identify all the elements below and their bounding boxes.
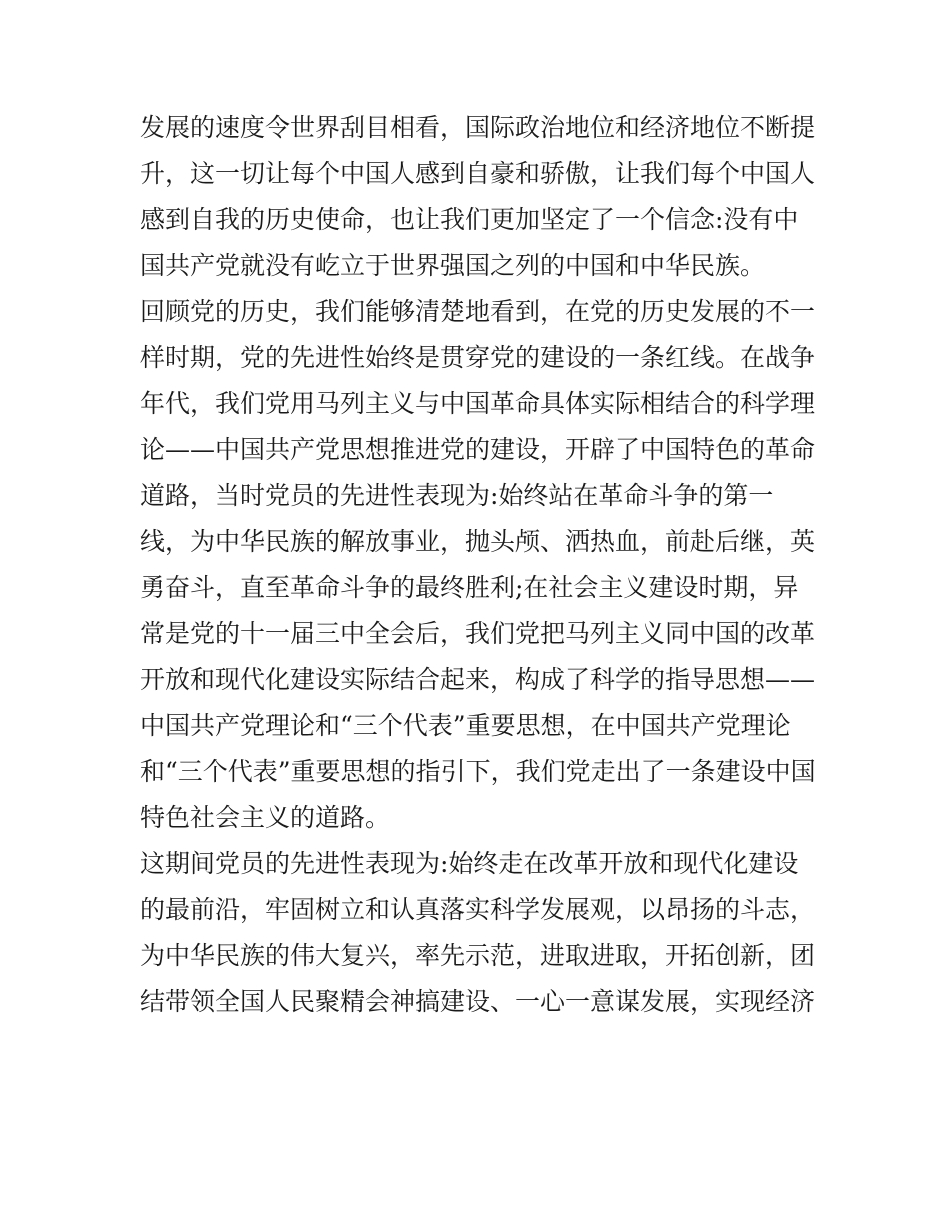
- text-line: 论——中国共产党思想推进党的建设，开辟了中国特色的革命: [140, 435, 816, 464]
- text-line: 回顾党的历史，我们能够清楚地看到，在党的历史发展的不一: [140, 297, 816, 326]
- text-line: 发展的速度令世界刮目相看，国际政治地位和经济地位不断提: [140, 113, 816, 142]
- text-line: 国共产党就没有屹立于世界强国之列的中国和中华民族。: [140, 251, 766, 280]
- text-line: 样时期，党的先进性始终是贯穿党的建设的一条红线。在战争: [140, 343, 816, 372]
- text-line: 结带领全国人民聚精会神搞建设、一心一意谋发展，实现经济: [140, 987, 816, 1016]
- text-line: 道路，当时党员的先进性表现为:始终站在革命斗争的第一: [140, 481, 774, 510]
- text-line: 特色社会主义的道路。: [140, 803, 391, 832]
- text-line: 感到自我的历史使命，也让我们更加坚定了一个信念:没有中: [140, 205, 799, 234]
- text-line: 为中华民族的伟大复兴，率先示范，进取进取，开拓创新，团: [140, 941, 816, 970]
- text-line: 开放和现代化建设实际结合起来，构成了科学的指导思想——: [140, 665, 816, 694]
- text-line: 勇奋斗，直至革命斗争的最终胜利;在社会主义建设时期，异: [140, 573, 799, 602]
- body-text: [140, 105, 840, 1025]
- text-line: 和“三个代表”重要思想的指引下，我们党走出了一条建设中国: [140, 757, 816, 786]
- text-line: 的最前沿，牢固树立和认真落实科学发展观，以昂扬的斗志，: [140, 895, 816, 924]
- text-line: 常是党的十一届三中全会后，我们党把马列主义同中国的改革: [140, 619, 816, 648]
- text-line: 线，为中华民族的解放事业，抛头颅、洒热血，前赴后继，英: [140, 527, 816, 556]
- text-line: 中国共产党理论和“三个代表”重要思想，在中国共产党理论: [140, 711, 791, 740]
- text-line: 年代，我们党用马列主义与中国革命具体实际相结合的科学理: [140, 389, 816, 418]
- text-line: 这期间党员的先进性表现为:始终走在改革开放和现代化建设: [140, 849, 799, 878]
- text-line: 升，这一切让每个中国人感到自豪和骄傲，让我们每个中国人: [140, 159, 816, 188]
